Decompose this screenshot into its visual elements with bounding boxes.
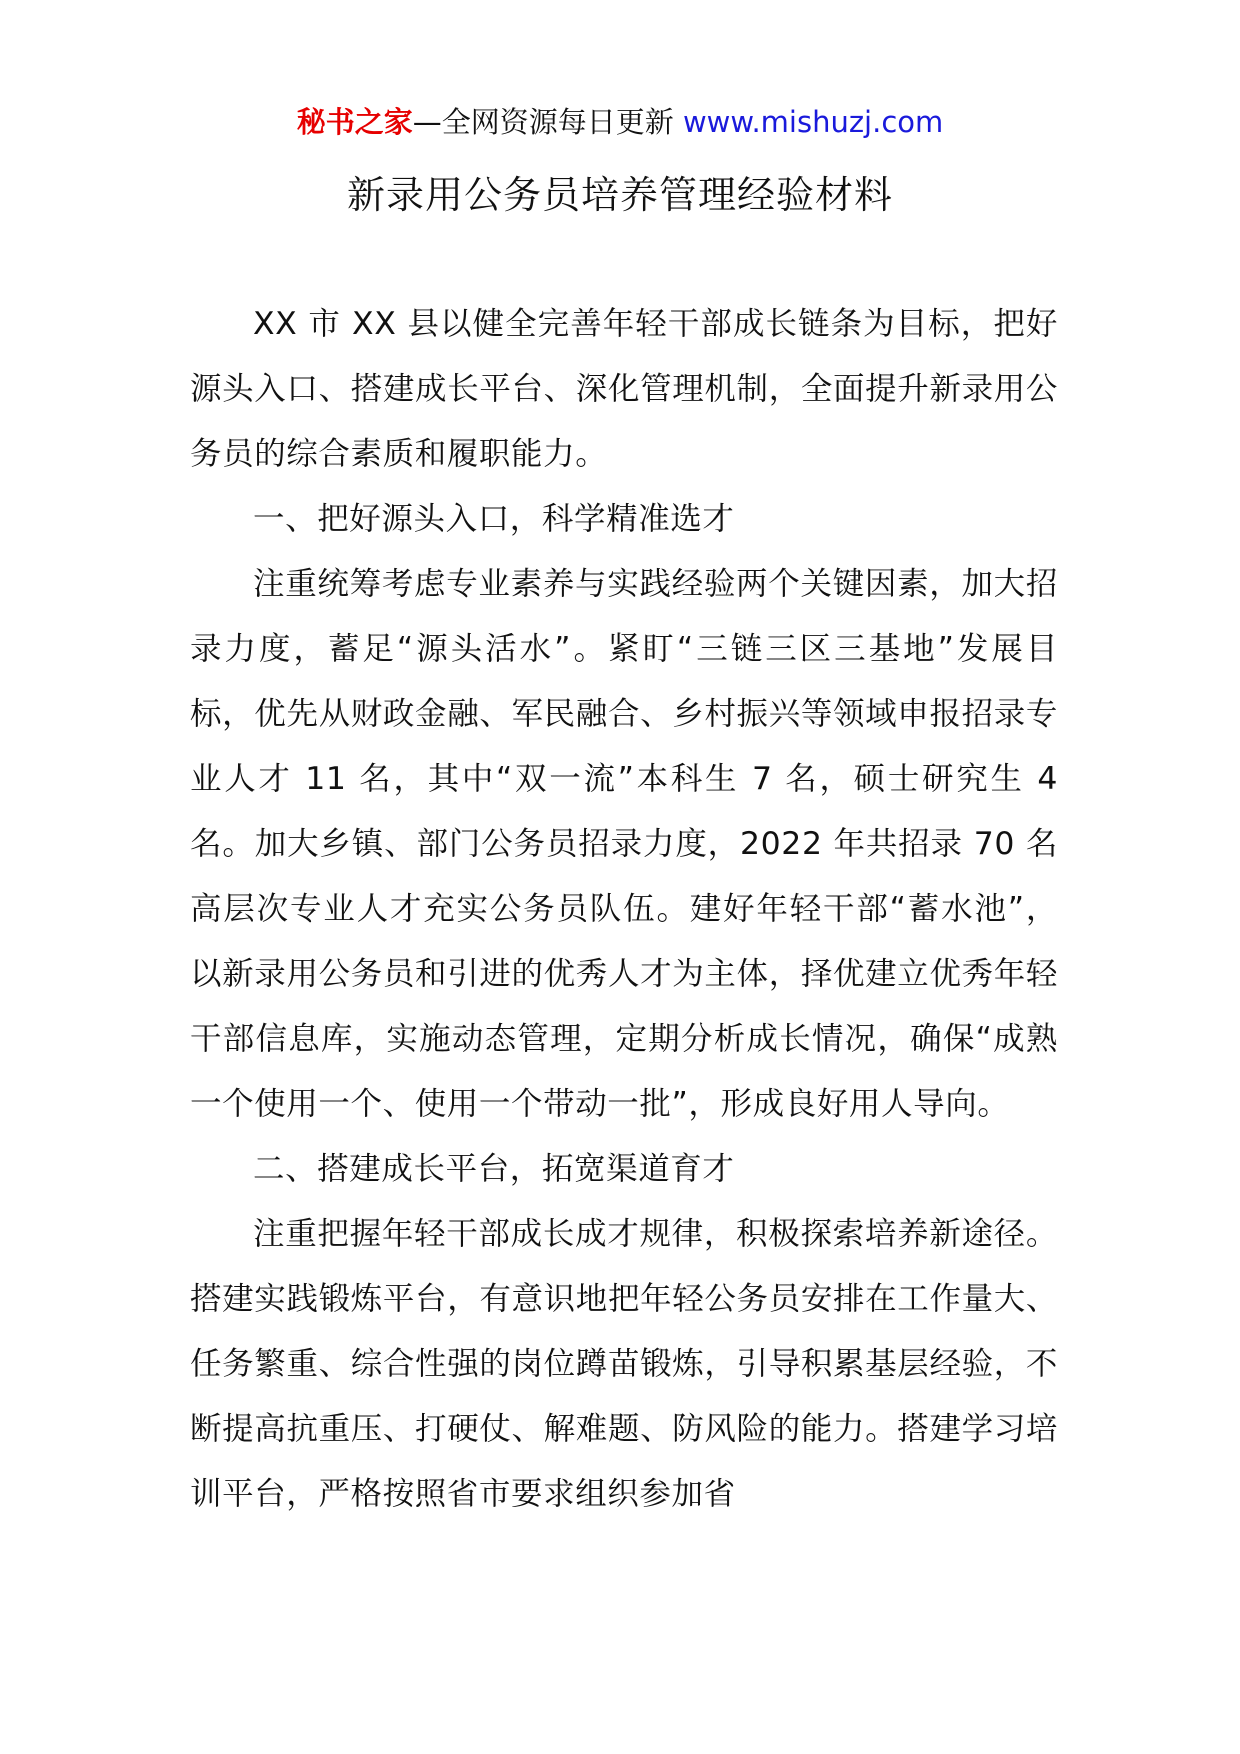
site-banner (0, 102, 1240, 142)
section-1-heading: 一、把好源头入口，科学精准选才 (253, 501, 735, 537)
intro-paragraph: XX 市 XX 县以健全完善年轻干部成长链条为目标，把好源头入口、搭建成长平台、深化管理机制，全面提升新录用公务员的综合素质和履职能力。 (190, 306, 1058, 472)
banner-tagline: —全网资源每日更新 (412, 105, 683, 139)
section-2-heading: 二、搭建成长平台，拓宽渠道育才 (253, 1151, 735, 1187)
document-title: 新录用公务员培养管理经验材料 (346, 173, 893, 217)
section-2-paragraph: 注重把握年轻干部成长成才规律，积极探索培养新途径。搭建实践锻炼平台，有意识地把年轻公务员安排在工作量大、任务繁重、综合性强的岗位蹲苗锻炼，引导积累基层经验，不断提高抗重压、打硬仗、解难题、防风险的能力。搭建学习培训平台，严格按照省市要求组织参加省 (190, 1216, 1058, 1512)
document-body (190, 292, 1058, 1527)
section-1-paragraph: 注重统筹考虑专业素养与实践经验两个关键因素，加大招录力度，蓄足“源头活水”。紧盯“三链三区三基地”发展目标，优先从财政金融、军民融合、乡村振兴等领域申报招录专业人才 11 名，其中“双一流”本科生 7 名，硕士研究生 4 名。加大乡镇、部门公务员招录力度，2022 年共招录 70 名高层次专业人才充实公务员队伍。建好年轻干部“蓄水池”，以新录用公务员和引进的优秀人才为主体，择优建立优秀年轻干部信息库，实施动态管理，定期分析成长情况，确保“成熟一个使用一个、使用一个带动一批”，形成良好用人导向。 (190, 566, 1058, 1122)
banner-brand: 秘书之家 (296, 105, 413, 139)
banner-url-link[interactable]: www.mishuzj.com (682, 105, 944, 139)
